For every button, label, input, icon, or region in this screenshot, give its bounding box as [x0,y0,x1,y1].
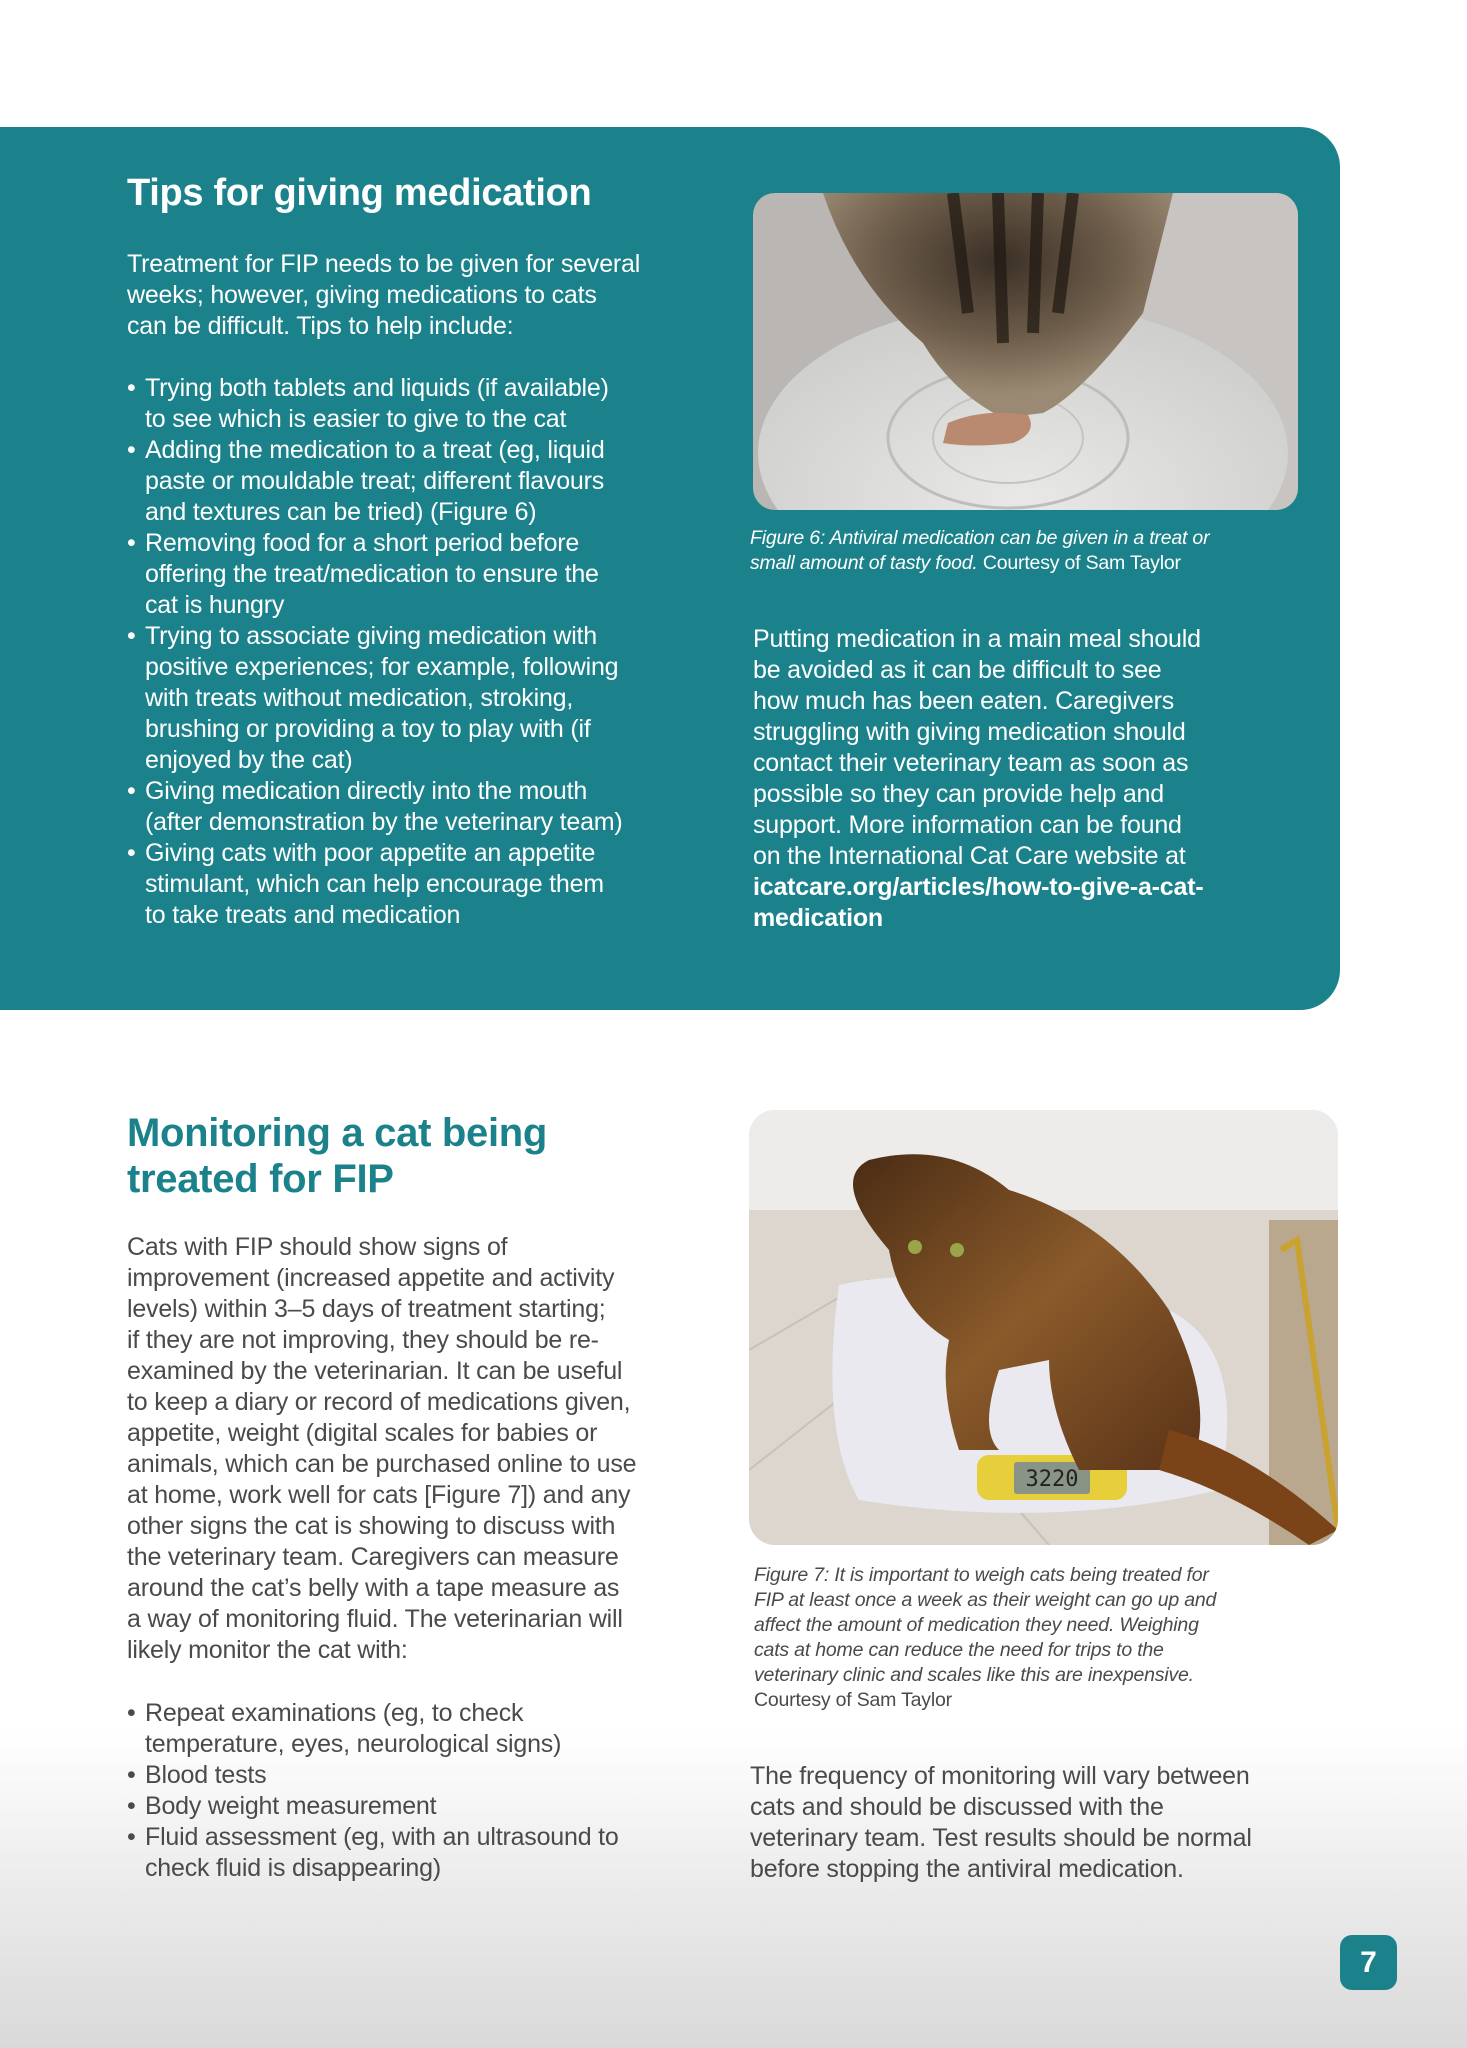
text-line: to take treats and medication [145,901,461,929]
text-line: Putting medication in a main meal should [753,625,1201,653]
text-line: • Repeat examinations (eg, to check [145,1699,524,1727]
text-line: stimulant, which can help encourage them [145,870,604,898]
text-line: • Adding the medication to a treat (eg, liquid [145,436,605,464]
text-line: • Blood tests [145,1761,267,1789]
text-line: examined by the veterinarian. It can be useful [127,1357,623,1385]
text-line: • Trying both tablets and liquids (if available) [145,374,609,402]
scale-display-reading: 3220 [1025,1467,1079,1492]
figure-6-caption [750,526,1209,576]
heading-line: treated for FIP [127,1157,394,1201]
text-line: animals, which can be purchased online to use [127,1450,637,1478]
text-line: on the International Cat Care website at [753,842,1186,870]
tips-right-paragraph [753,624,1203,934]
text-line: • Trying to associate giving medication with [145,622,598,650]
monitoring-heading [127,1110,547,1202]
caption-line: FIP at least once a week as their weight can go up and [754,1589,1217,1611]
caption-line: cats at home can reduce the need for trips to the [754,1639,1164,1661]
text-line: veterinary team. Test results should be normal [750,1824,1252,1852]
text-line: to keep a diary or record of medications given, [127,1388,631,1416]
monitoring-bullet-list [127,1698,619,1884]
text-line: a way of monitoring fluid. The veterinarian will [127,1605,623,1633]
text-line: with treats without medication, stroking, [145,684,574,712]
caption-line: Figure 6: Antiviral medication can be given in a treat or [750,527,1210,549]
tips-bullet-list [127,373,623,931]
link-line[interactable]: icatcare.org/articles/how-to-give-a-cat- [753,873,1204,901]
text-line: contact their veterinary team as soon as [753,749,1189,777]
caption-line: Figure 7: It is important to weigh cats being treated for [754,1564,1209,1586]
text-line: levels) within 3–5 days of treatment starting; [127,1295,606,1323]
list-item [127,1791,619,1822]
figure-6-photo [753,193,1298,510]
text-line: if they are not improving, they should be re- [127,1326,599,1354]
text-line: other signs the cat is showing to discuss with [127,1512,616,1540]
page-number-badge: 7 [1340,1935,1397,1990]
link-line[interactable]: medication [753,904,883,932]
text-line: enjoyed by the cat) [145,746,353,774]
caption-line: veterinary clinic and scales like this are inexpensive. [754,1664,1194,1686]
text-line: Treatment for FIP needs to be given for several [127,250,641,278]
list-item [127,776,623,838]
text-line: paste or mouldable treat; different flavours [145,467,605,495]
text-line: around the cat’s belly with a tape measure as [127,1574,620,1602]
text-line: • Giving cats with poor appetite an appetite [145,839,596,867]
text-line: how much has been eaten. Caregivers [753,687,1175,715]
heading-line: Monitoring a cat being [127,1111,548,1155]
icatcare-link[interactable] [753,872,1203,934]
figure-7-caption [754,1563,1216,1713]
text-line: before stopping the antiviral medication. [750,1855,1184,1883]
text-line: cat is hungry [145,591,285,619]
text-line: (after demonstration by the veterinary team) [145,808,623,836]
text-line: the veterinary team. Caregivers can measure [127,1543,619,1571]
text-line: struggling with giving medication should [753,718,1186,746]
caption-credit: Courtesy of Sam Taylor [754,1689,952,1711]
text-line: can be difficult. Tips to help include: [127,312,514,340]
text-line: cats and should be discussed with the [750,1793,1164,1821]
text-line: positive experiences; for example, following [145,653,619,681]
list-item [127,528,623,621]
list-item [127,373,623,435]
caption-line: small amount of tasty food. [750,552,978,574]
list-item [127,621,623,776]
text-line: likely monitor the cat with: [127,1636,408,1664]
list-item [127,435,623,528]
text-line: to see which is easier to give to the cat [145,405,567,433]
list-item [127,838,623,931]
text-line: possible so they can provide help and [753,780,1164,808]
text-line: • Giving medication directly into the mouth [145,777,588,805]
caption-credit: Courtesy of Sam Taylor [982,552,1181,574]
text-line: • Body weight measurement [145,1792,437,1820]
text-line: offering the treat/medication to ensure the [145,560,599,588]
text-line: weeks; however, giving medications to cats [127,281,597,309]
text-line: • Removing food for a short period before [145,529,580,557]
tips-heading: Tips for giving medication [127,172,592,214]
text-line: support. More information can be found [753,811,1182,839]
monitoring-paragraph [127,1232,636,1666]
monitoring-right-paragraph [750,1761,1252,1885]
text-line: The frequency of monitoring will vary between [750,1762,1250,1790]
text-line: brushing or providing a toy to play with (if [145,715,591,743]
cat-eating-image [753,193,1298,510]
list-item [127,1822,619,1884]
tips-intro [127,249,640,342]
text-line: at home, work well for cats [Figure 7]) and any [127,1481,631,1509]
text-line: and textures can be tried) (Figure 6) [145,498,537,526]
caption-line: affect the amount of medication they need. Weighing [754,1614,1199,1636]
text-line: appetite, weight (digital scales for babies or [127,1419,598,1447]
list-item [127,1698,619,1760]
text-line: temperature, eyes, neurological signs) [145,1730,562,1758]
cat-on-scale-image [749,1110,1338,1545]
text-line: improvement (increased appetite and activity [127,1264,615,1292]
text-line: check fluid is disappearing) [145,1854,441,1882]
text-line: Cats with FIP should show signs of [127,1233,508,1261]
text-line: be avoided as it can be difficult to see [753,656,1162,684]
figure-7-photo [749,1110,1338,1545]
text-line: • Fluid assessment (eg, with an ultrasound to [145,1823,619,1851]
list-item [127,1760,619,1791]
